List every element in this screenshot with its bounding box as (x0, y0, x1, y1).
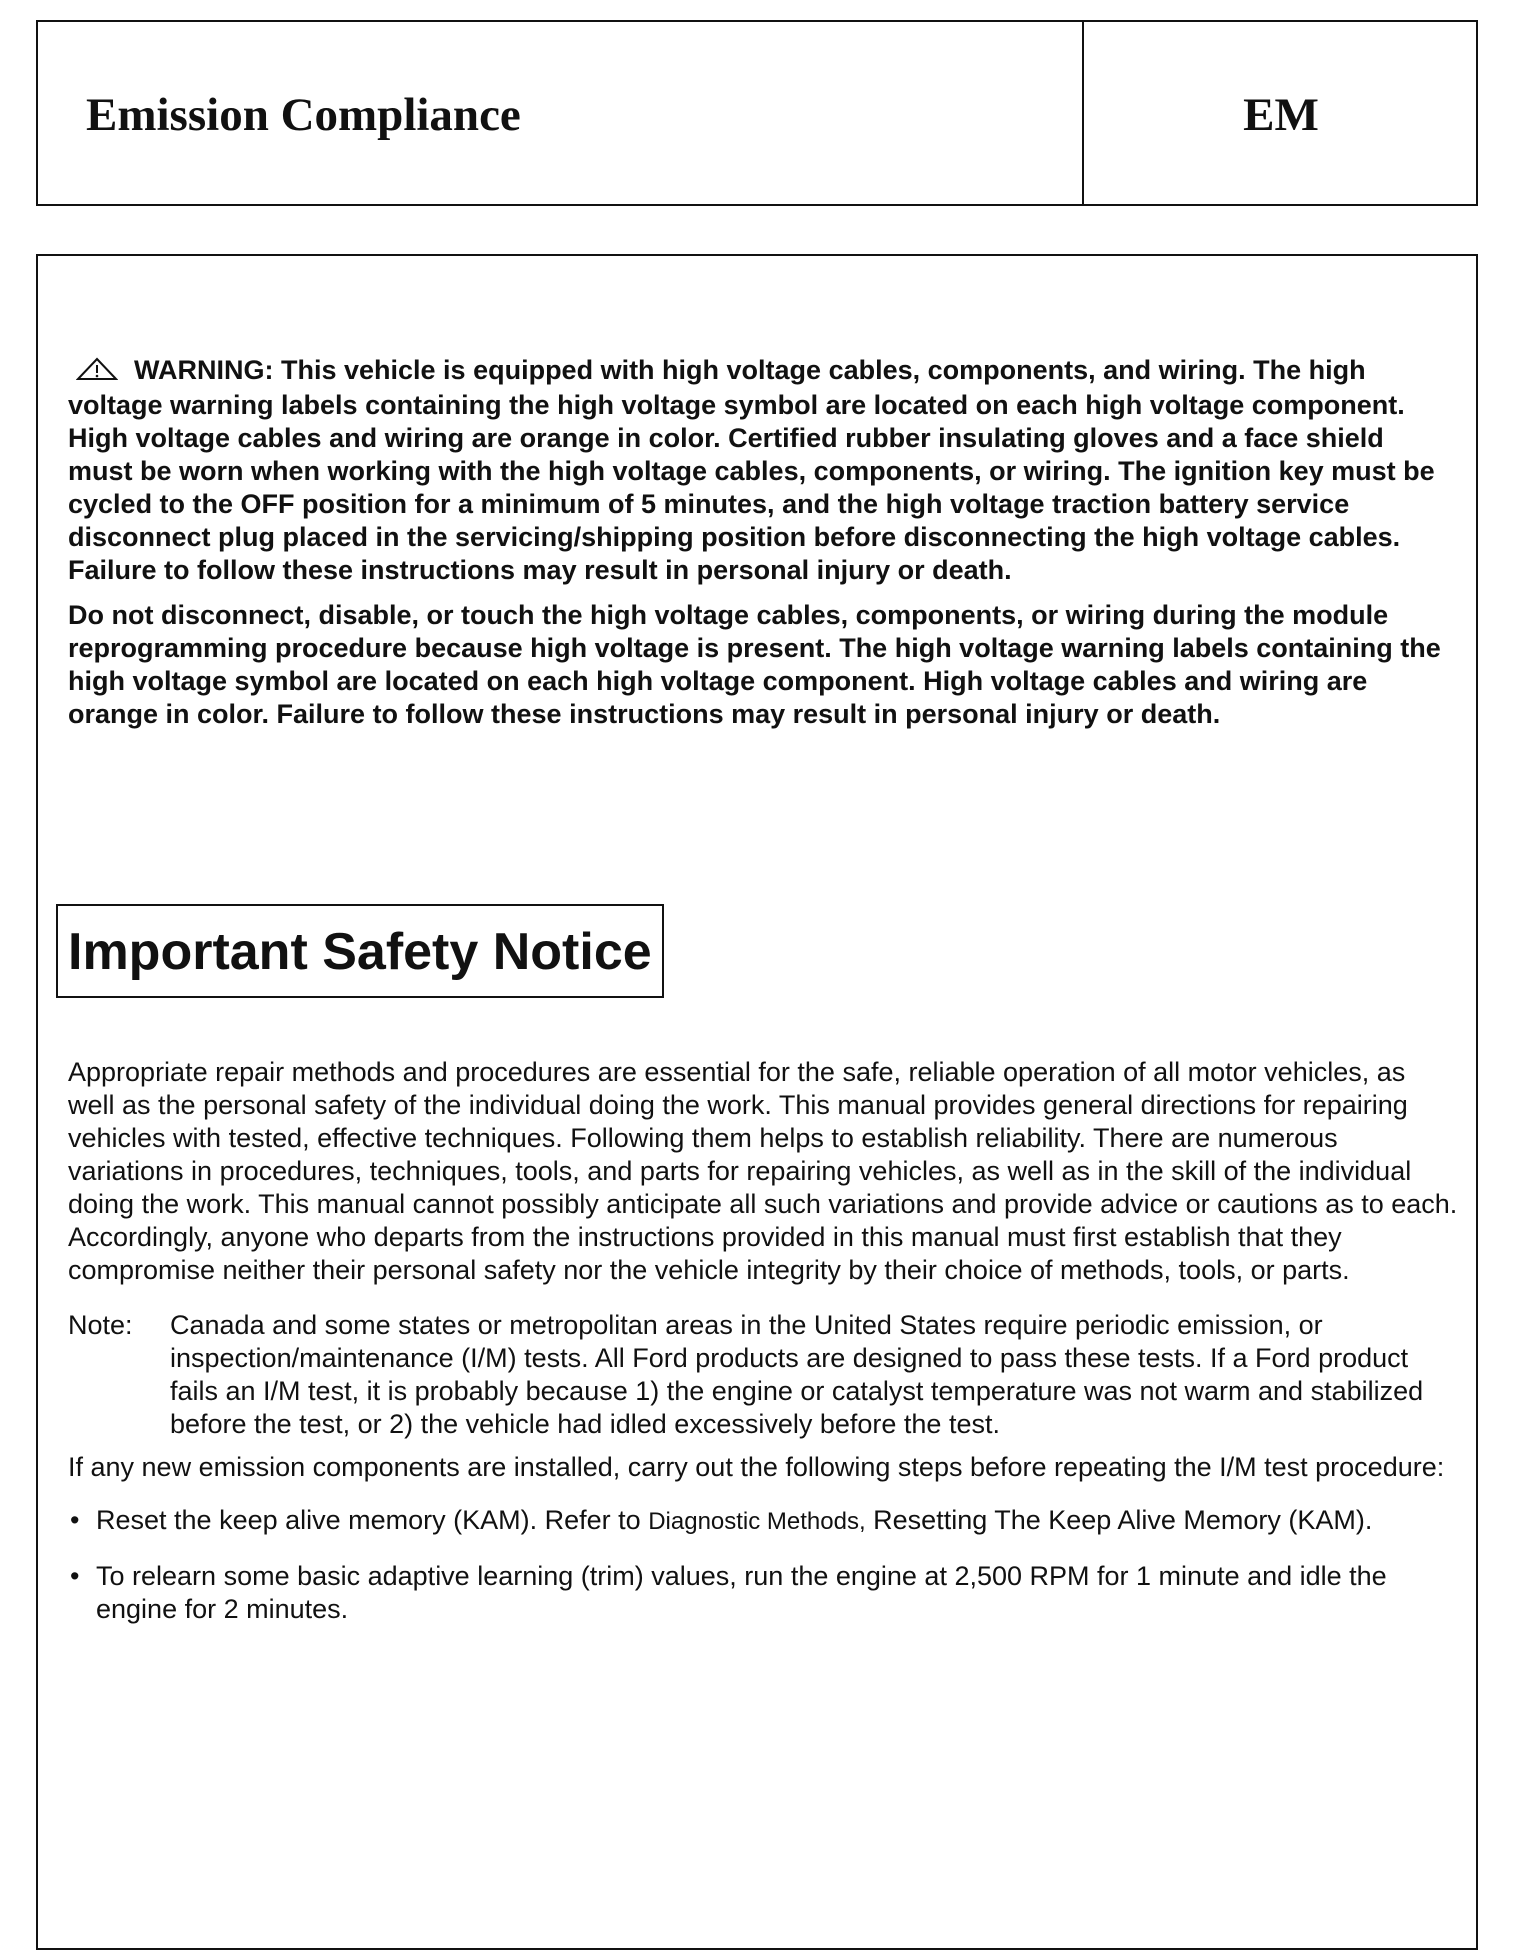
warning-paragraph-1-text: WARNING: This vehicle is equipped with high voltage cables, components, and wiring. The high voltage warning labels containing the high voltage symbol are located on each high voltage component. High voltage cables and wiring are orange in color. Certified rubber insulating gloves and a face shield must be worn when working with the high voltage cables, components, or wiring. The ignition key must be cycled to the OFF position for a minimum of 5 minutes, and the high voltage traction battery service disconnect plug placed in the servicing/shipping position before disconnecting the high voltage cables. Failure to follow these instructions may result in personal injury or death. (68, 355, 1435, 585)
note-text: Canada and some states or metropolitan areas in the United States require periodic emission, or inspection/maintenance (I/M) tests. All Ford products are designed to pass these tests. If a Ford product fails an I/M test, it is probably because 1) the engine or catalyst temperature was not warm and stabilized before the test, or 2) the vehicle had idled excessively before the test. (170, 1310, 1424, 1439)
bullet-icon: • (70, 1561, 80, 1591)
header-box (36, 20, 1478, 206)
safety-notice-intro: Appropriate repair methods and procedures are essential for the safe, reliable operation of all motor vehicles, as well as the personal safety of the individual doing the work. This manual provides general directions for repairing vehicles with tested, effective techniques. Following them helps to establish reliability. There are numerous variations in procedures, techniques, tools, and parts for repairing vehicles, as well as in the skill of the individual doing the work. This manual cannot possibly anticipate all such variations and provide advice or cautions as to each. Accordingly, anyone who departs from the instructions provided in this manual must first establish that they compromise neither their personal safety nor the vehicle integrity by their choice of methods, tools, or parts. (68, 1057, 1458, 1285)
step-1-reference: Diagnostic Methods, (648, 1508, 866, 1535)
safety-notice-heading-box (56, 904, 664, 998)
steps-list (68, 1504, 1458, 1626)
step-1-reference-tail: Resetting The Keep Alive Memory (KAM). (865, 1505, 1373, 1535)
steps-intro: If any new emission components are installed, carry out the following steps before repeating the I/M test procedure: (68, 1452, 1445, 1482)
safety-notice-body (68, 1056, 1458, 1648)
warning-triangle-icon (76, 356, 118, 389)
section-code: EM (1243, 89, 1319, 141)
bullet-icon: • (70, 1505, 80, 1535)
step-1-text: Reset the keep alive memory (KAM). Refer to (96, 1505, 649, 1535)
warning-paragraph-1 (68, 354, 1448, 587)
list-item (68, 1504, 1458, 1538)
warning-paragraph-2: Do not disconnect, disable, or touch the high voltage cables, components, or wiring during the module reprogramming procedure because high voltage is present. The high voltage warning labels containing the high voltage symbol are located on each high voltage component. High voltage cables and wiring are orange in color. Failure to follow these instructions may result in personal injury or death. (68, 600, 1441, 729)
step-2-text: To relearn some basic adaptive learning (trim) values, run the engine at 2,500 RPM for 1 minute and idle the engine for 2 minutes. (96, 1561, 1387, 1624)
list-item (68, 1560, 1458, 1626)
page-title: Emission Compliance (86, 89, 521, 141)
note-label: Note: (68, 1310, 133, 1340)
content-box (36, 254, 1478, 1950)
warning-block (68, 354, 1448, 743)
note-block (68, 1309, 1458, 1441)
safety-notice-title: Important Safety Notice (68, 923, 652, 981)
